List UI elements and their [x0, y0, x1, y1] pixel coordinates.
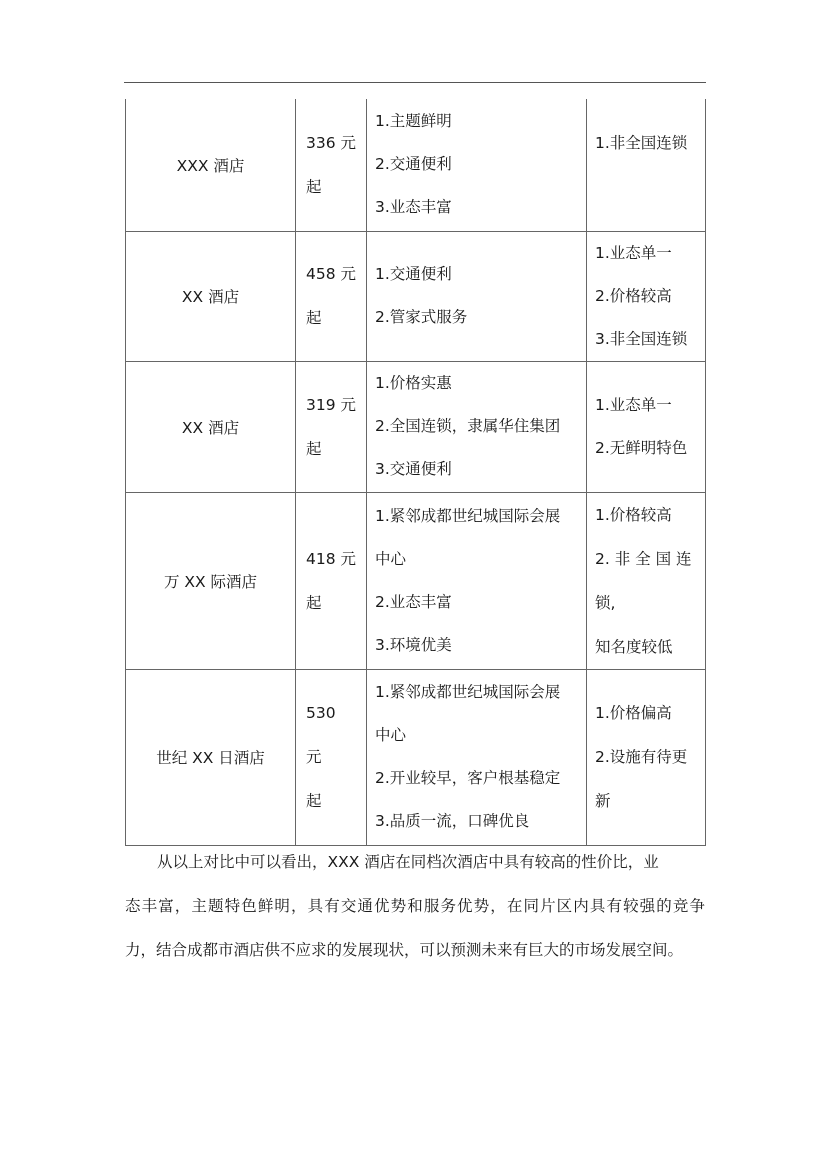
advantages-cell-line: 3.业态丰富 — [375, 198, 452, 217]
disadvantages-cell — [587, 231, 706, 361]
hotel-name-cell: 世纪 XX 日酒店 — [126, 669, 296, 845]
disadvantages-cell-line: 1.价格较高 — [595, 505, 672, 524]
hotel-name-cell: XX 酒店 — [126, 361, 296, 492]
advantages-cell-line: 2.管家式服务 — [375, 308, 468, 326]
advantages-cell-line: 2.开业较早，客户根基稳定 — [375, 769, 561, 787]
disadvantages-cell — [587, 361, 706, 492]
advantages-cell-line: 中心 — [375, 726, 407, 744]
advantages-cell-line: 2.交通便利 — [375, 155, 452, 174]
price-cell-line: 起 — [306, 593, 322, 612]
disadvantages-cell — [587, 669, 706, 845]
disadvantages-cell-line: 2.无鲜明特色 — [595, 438, 688, 457]
advantages-cell-line: 1.交通便利 — [375, 265, 452, 283]
price-cell — [296, 361, 367, 492]
price-cell-line: 418 元 — [306, 549, 357, 568]
price-cell-line: 起 — [306, 792, 322, 810]
price-cell — [296, 669, 367, 845]
table-row — [126, 492, 706, 669]
advantages-cell — [367, 361, 587, 492]
disadvantages-cell-line: 1.业态单一 — [595, 243, 672, 262]
price-cell — [296, 99, 367, 231]
disadvantages-cell — [587, 492, 706, 669]
advantages-cell-line: 1.主题鲜明 — [375, 112, 452, 131]
advantages-cell — [367, 99, 587, 231]
disadvantages-cell-line: 2.设施有待更 — [595, 748, 688, 766]
price-cell — [296, 231, 367, 361]
price-cell-line: 458 元 — [306, 265, 357, 283]
disadvantages-cell-line: 新 — [595, 792, 611, 810]
advantages-cell — [367, 231, 587, 361]
advantages-cell — [367, 492, 587, 669]
hotel-name-cell: XXX 酒店 — [126, 99, 296, 231]
price-cell-line: 530 元 — [306, 704, 352, 766]
hotel-name-cell: XX 酒店 — [126, 231, 296, 361]
price-cell-line: 336 元 — [306, 133, 357, 152]
advantages-cell-line: 2.业态丰富 — [375, 592, 452, 611]
disadvantages-cell-line: 1.价格偏高 — [595, 704, 672, 722]
advantages-cell-line: 中心 — [375, 549, 407, 568]
table-row — [126, 99, 706, 231]
disadvantages-cell-line: 1.业态单一 — [595, 395, 672, 414]
price-cell-line: 起 — [306, 309, 322, 327]
advantages-cell-line: 3.交通便利 — [375, 460, 452, 478]
summary-line-1: 从以上对比中可以看出，XXX 酒店在同档次酒店中具有较高的性价比，业 — [157, 853, 659, 871]
advantages-cell-line: 1.价格实惠 — [375, 374, 452, 392]
disadvantages-cell-line: 3.非全国连锁 — [595, 329, 688, 348]
disadvantages-cell-line: 锁, — [595, 593, 616, 612]
disadvantages-cell-line: 知名度较低 — [595, 637, 673, 656]
advantages-cell-line: 2.全国连锁，隶属华住集团 — [375, 417, 561, 435]
summary-line-2: 态丰富，主题特色鲜明，具有交通优势和服务优势，在同片区内具有较强的竞争 — [125, 897, 705, 915]
advantages-cell-line: 1.紧邻成都世纪城国际会展 — [375, 506, 561, 525]
advantages-cell — [367, 669, 587, 845]
price-cell-line: 319 元 — [306, 395, 357, 414]
advantages-cell-line: 3.品质一流，口碑优良 — [375, 812, 530, 830]
advantages-cell-line: 3.环境优美 — [375, 635, 452, 654]
price-cell-line: 起 — [306, 177, 322, 196]
disadvantages-cell — [587, 99, 706, 231]
disadvantages-cell-line: 1.非全国连锁 — [595, 134, 688, 152]
advantages-cell-line: 1.紧邻成都世纪城国际会展 — [375, 683, 561, 701]
table-row — [126, 231, 706, 361]
price-cell — [296, 492, 367, 669]
price-cell-line: 起 — [306, 439, 322, 458]
hotel-comparison-table — [125, 99, 706, 846]
summary-paragraph — [125, 840, 705, 972]
header-rule — [124, 82, 706, 83]
summary-line-3: 力，结合成都市酒店供不应求的发展现状，可以预测未来有巨大的市场发展空间。 — [125, 941, 684, 959]
disadvantages-cell-line: 2. 非 全 国 连 — [595, 549, 692, 568]
table-row — [126, 669, 706, 845]
disadvantages-cell-line: 2.价格较高 — [595, 286, 672, 305]
table-row — [126, 361, 706, 492]
hotel-name-cell: 万 XX 际酒店 — [126, 492, 296, 669]
